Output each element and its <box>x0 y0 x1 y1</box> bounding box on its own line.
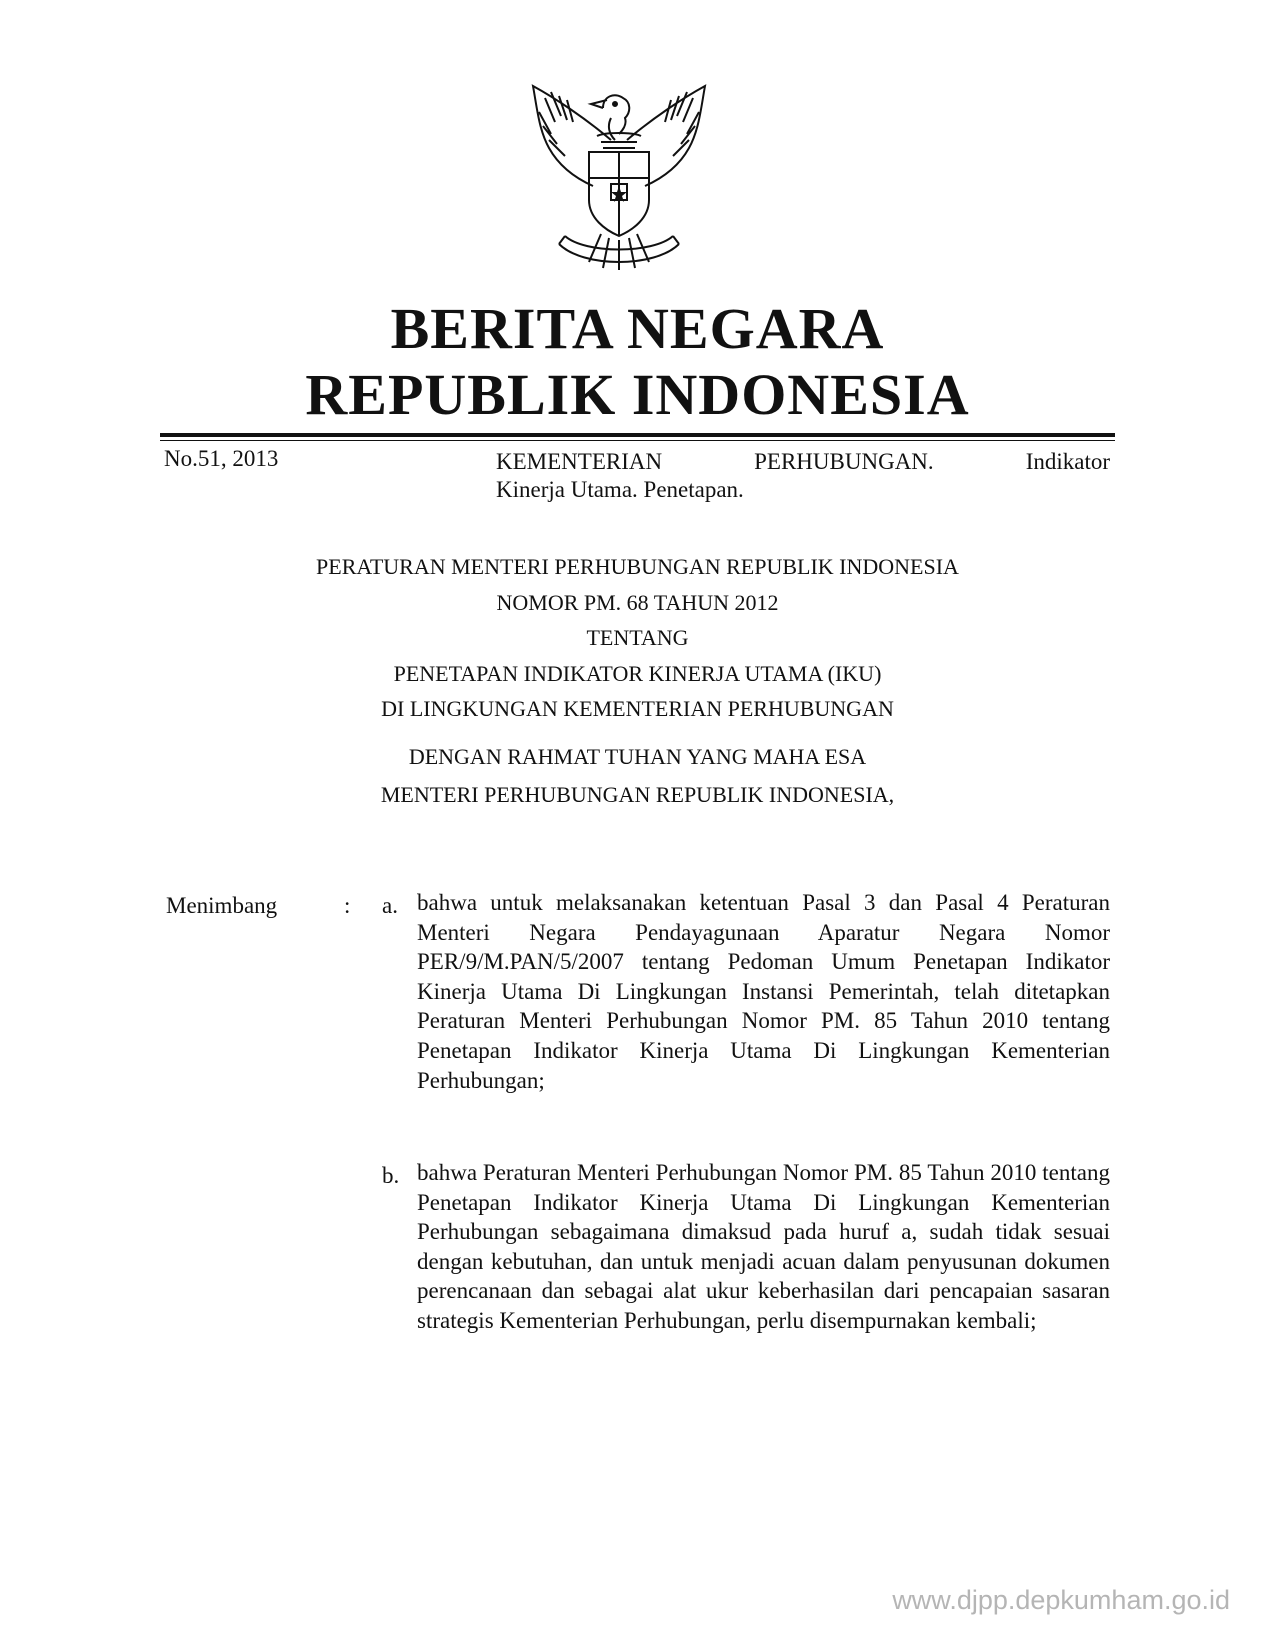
regulation-about: TENTANG <box>586 625 689 650</box>
considering-item-text: bahwa untuk melaksanakan ketentuan Pasal 3 dan Pasal 4 Peraturan Menteri Negara Pendayagunaan Aparatur Negara Nomor PER/9/M.PAN/5/2007 tentang Pedoman Umum Penetapan Indikator Kinerja Utama Di Lingkungan Instansi Pemerintah, telah ditetapkan Peraturan Menteri Perhubungan Nomor PM. 85 Tahun 2010 tentang Penetapan Indikator Kinerja Utama Di Lingkungan Kementerian Perhubungan; <box>417 890 1110 1093</box>
regulation-title: PERATURAN MENTERI PERHUBUNGAN REPUBLIK INDONESIA <box>316 554 959 579</box>
source-watermark: www.djpp.depkumham.go.id <box>892 1585 1230 1615</box>
invocation: DENGAN RAHMAT TUHAN YANG MAHA ESA <box>408 744 867 769</box>
considering-item-letter: b. <box>382 1163 400 1188</box>
considering-item-letter: a. <box>382 893 398 918</box>
issue-subject-line1: KEMENTERIAN PERHUBUNGAN. Indikator <box>496 449 1110 474</box>
masthead-subtitle: REPUBLIK INDONESIA <box>305 362 970 427</box>
issuer: MENTERI PERHUBUNGAN REPUBLIK INDONESIA, <box>380 782 895 807</box>
considering-label: Menimbang <box>166 893 278 918</box>
issue-number: No.51, 2013 <box>164 446 279 471</box>
header-divider-thin <box>160 440 1115 441</box>
garuda-emblem-icon <box>515 78 723 278</box>
issue-subject-line2: Kinerja Utama. Penetapan. <box>496 477 744 502</box>
masthead-title: BERITA NEGARA <box>390 296 885 361</box>
regulation-subject-line1: PENETAPAN INDIKATOR KINERJA UTAMA (IKU) <box>393 661 882 686</box>
considering-colon: : <box>344 893 351 918</box>
header-divider-thick <box>160 433 1115 437</box>
regulation-subject-line2: DI LINGKUNGAN KEMENTERIAN PERHUBUNGAN <box>381 696 894 721</box>
regulation-number: NOMOR PM. 68 TAHUN 2012 <box>496 590 779 615</box>
considering-item-text: bahwa Peraturan Menteri Perhubungan Nomor PM. 85 Tahun 2010 tentang Penetapan Indikator Kinerja Utama Di Lingkungan Kementerian Perhubungan sebagaimana dimaksud pada huruf a, sudah tidak sesuai dengan kebutuhan, dan untuk menjadi acuan dalam penyusunan dokumen perencanaan dan sebagai alat ukur keberhasilan dari pencapaian sasaran strategis Kementerian Perhubungan, perlu disempurnakan kembali; <box>417 1160 1110 1333</box>
